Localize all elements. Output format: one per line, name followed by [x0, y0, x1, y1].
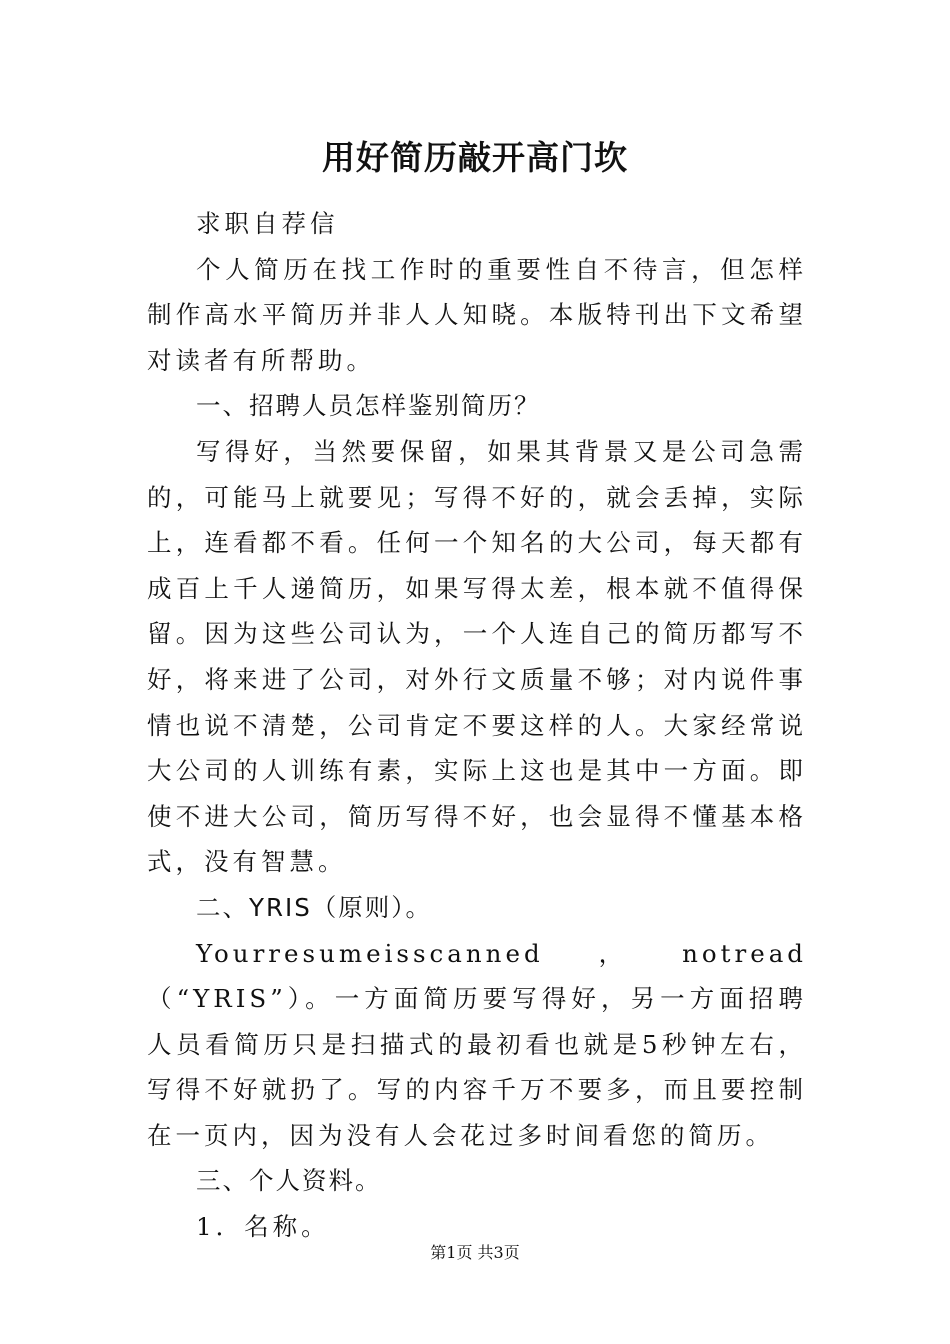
paragraph: Yourresumeisscanned，notread（“YRIS”）。一方面简历要写得好，另一方面招聘人员看简历只是扫描式的最初看也就是5秒钟左右，写得不好就扔了。写的内容千万不要多，而且要控制在一页内，因为没有人会花过多时间看您的简历。 — [147, 938, 807, 1150]
page-number-footer: 第1页 共3页 — [430, 1243, 520, 1262]
section-heading: 三、个人资料。 — [196, 1166, 382, 1196]
section-heading: 二、YRIS（原则）。 — [196, 892, 433, 922]
paragraph: 1．名称。 — [196, 1212, 330, 1242]
section-heading: 一、招聘人员怎样鉴别简历？ — [196, 391, 541, 421]
document-title: 用好简历敲开高门坎 — [322, 138, 628, 177]
paragraph: 个人简历在找工作时的重要性自不待言，但怎样制作高水平简历并非人人知晓。本版特刊出下文希望对读者有所帮助。 — [147, 254, 807, 375]
document-body — [147, 201, 807, 1250]
paragraph: 写得好，当然要保留，如果其背景又是公司急需的，可能马上就要见；写得不好的，就会丢掉，实际上，连看都不看。任何一个知名的大公司，每天都有成百上千人递简历，如果写得太差，根本就不值得保留。因为这些公司认为，一个人连自己的简历都写不好，将来进了公司，对外行文质量不够；对内说件事情也说不清楚，公司肯定不要这样的人。大家经常说大公司的人训练有素，实际上这也是其中一方面。即使不进大公司，简历写得不好，也会显得不懂基本格式，没有智慧。 — [147, 436, 807, 877]
paragraph: 求职自荐信 — [196, 209, 339, 238]
